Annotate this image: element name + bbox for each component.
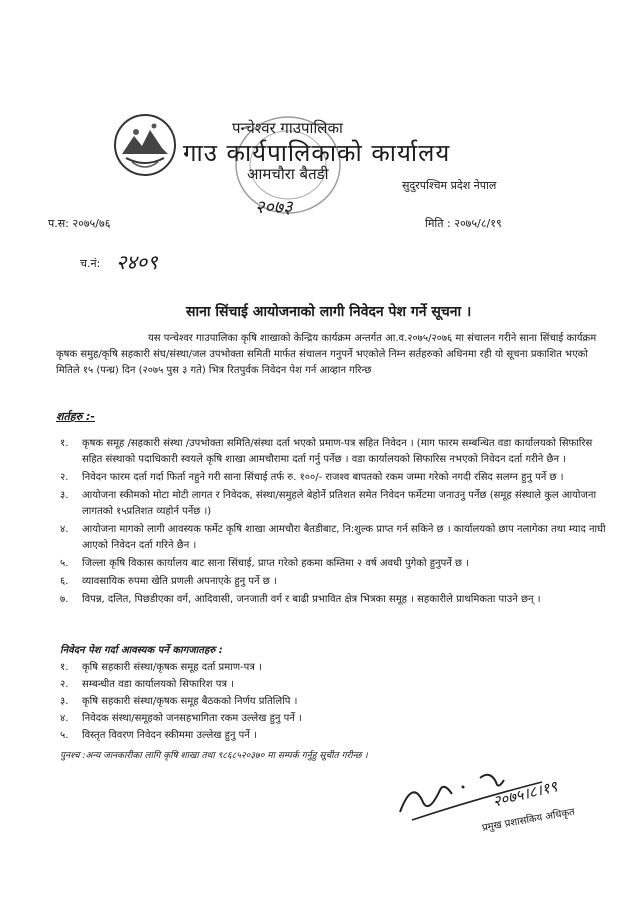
intro-text: यस पन्चेश्वर गाउपालिका कृषि शाखाको केन्द्रिय कार्यक्रम अन्तर्गत आ.व.२०७५/२०७६ मा संचालन गरीने साना सिंचाई कार्यक्रम कृषक समुह/कृषि सहकारी संघ/संस्था/जल उपभोक्ता समिती मार्फत संचालन गनुपर्ने भएकोले निम्न सर्तहरुको अधिनमा रही यो सूचना प्रकाशित भएको मितिले १५ (पन्ध्र) दिन (२०७५ पुस ३ गते) भित्र रितपुर्वक निवेदन पेश गर्न आव्हान गरिन्छ bbox=[56, 333, 597, 376]
office-name: गाउ कार्यपालिकाको कार्यालय bbox=[183, 139, 451, 167]
documents-heading: निवेदन पेश गर्दा आवस्यक पर्ने कागजातहरु : bbox=[60, 645, 223, 656]
doc-text: कृषि सहकारी संस्था/कृषक समूह बैठकको निर्णय प्रतिलिपि । bbox=[82, 696, 298, 707]
notice-title: साना सिंचाई आयोजनाको लागी निवेदन पेश गर्ने सूचना । bbox=[186, 304, 472, 320]
doc-number: १. bbox=[60, 662, 69, 673]
org-name: पन्चेश्वर गाउपालिका bbox=[232, 119, 343, 137]
doc-number: ३. bbox=[60, 696, 69, 707]
terms-list bbox=[60, 436, 612, 610]
term-number: ६. bbox=[60, 576, 69, 587]
term-text: निवेदन फारम दर्ता गर्दा फिर्ता नहुने गरी साना सिंचाई तर्फ रु. १००/- राजश्व बापतको रकम जम्मा गरेको नगदी रसिद सलग्न हुनु पर्ने छ । bbox=[82, 472, 564, 483]
list-item bbox=[60, 556, 612, 572]
office-address: आमचौरा बैतडी bbox=[247, 165, 329, 183]
doc-text: सम्बन्धीत वडा कार्यालयको सिफारिश पत्र । bbox=[82, 679, 234, 690]
list-item bbox=[60, 592, 612, 608]
signature-date: २०७५।८।१९ bbox=[490, 777, 560, 811]
list-item bbox=[60, 436, 612, 468]
doc-number: २. bbox=[60, 679, 69, 690]
list-item bbox=[60, 522, 612, 554]
list-item bbox=[60, 488, 612, 520]
term-text: आयोजना मागको लागी आवस्यक फर्मेट कृषि शाखा आमचौरा बैतडीबाट, नि:शुल्क प्राप्त गर्न सकिने छ । कार्यालयको छाप नलागेका तथा म्याद नाघी आएको निवेदन दर्ता गरिने छैन । bbox=[82, 524, 606, 551]
term-number: ४. bbox=[60, 524, 69, 535]
notice-date: मिति : २०७५/८/१९ bbox=[425, 217, 502, 230]
doc-text: कृषि सहकारी संस्था/कृषक समूह दर्ता प्रमाण-पत्र । bbox=[82, 662, 262, 673]
term-text: विपन्न, दलित, पिछडीएका वर्ग, आदिवासी, जनजाती वर्ग र बाढी प्रभावित क्षेत्र भित्रका समूह । सहकारीले प्राथमिकता पाउने छन् । bbox=[82, 594, 541, 605]
list-item bbox=[60, 728, 580, 744]
emblem-icon bbox=[112, 112, 178, 182]
officer-title: प्रमुख प्रशासकिय अधिकृत bbox=[481, 806, 576, 834]
term-number: १. bbox=[60, 438, 69, 449]
term-number: ७. bbox=[60, 594, 69, 605]
term-number: ५. bbox=[60, 558, 69, 569]
doc-text: निवेदक संस्था/समूहको जनसहभागिता रकम उल्लेख हुनु पर्ने । bbox=[82, 713, 302, 724]
doc-text: विस्तृत विवरण निवेदन स्कीममा उल्लेख हुनु पर्ने । bbox=[82, 730, 257, 741]
term-number: २. bbox=[60, 472, 69, 483]
term-text: कृषक समूह /सहकारी संस्था /उपभोक्ता समिति/संस्था दर्ता भएको प्रमाण-पत्र सहित निवेदन । (माग फारम सम्बन्धित वडा कार्यालयको सिफारिस सहित संस्थाको पदाधिकारी स्वयले कृषि शाखा आमचौरामा दर्ता गर्नु पर्नेछ । वडा कार्यालयको सिफारिस नभएको निवेदन दर्ता गरीने छैन । bbox=[82, 438, 593, 465]
dispatch-number: २४०९ bbox=[116, 250, 158, 274]
dispatch-label: च.नं: bbox=[80, 257, 101, 270]
doc-number: ४. bbox=[60, 713, 69, 724]
reference-number: प.स: २०७५/७६ bbox=[48, 217, 111, 230]
term-number: ३. bbox=[60, 490, 69, 501]
region-line: सुदुरपश्चिम प्रदेश नेपाल bbox=[402, 179, 497, 192]
term-text: जिल्ला कृषि विकास कार्यालय बाट साना सिंचाई, प्राप्त गरेको हकमा कम्तिमा २ वर्ष अवधी पुगेको हुनुपर्ने छ । bbox=[82, 558, 469, 569]
intro-paragraph bbox=[56, 331, 608, 379]
list-item bbox=[60, 470, 612, 486]
list-item bbox=[60, 711, 580, 727]
stamp-number: २०७३ bbox=[255, 197, 293, 218]
terms-heading: शर्तहरु :- bbox=[56, 410, 95, 423]
term-text: व्यावसायिक रुपमा खेति प्रणली अपनाएके हुनु पर्ने छ । bbox=[82, 576, 277, 587]
documents-list bbox=[60, 660, 580, 745]
list-item bbox=[60, 660, 580, 676]
list-item bbox=[60, 574, 612, 590]
list-item bbox=[60, 694, 580, 710]
term-text: आयोजना स्कीमको मोटा मोटी लागत र निवेदक, संस्था/समुहले बेहोर्ने प्रतिशत समेत निवेदन फर्मेटमा जनाउनु पर्नेछ (समूह संस्थाले कुल आयोजना लागतको १५प्रतिशत व्यहोर्न पर्नेछ ।) bbox=[82, 490, 597, 517]
postscript-note: पुनश्च :अन्य जानकारीका लागि कृषि शाखा तथा ९८६८५२०३७० मा सम्पर्क गर्नुहु सूचीत गरीन्छ । bbox=[60, 751, 368, 761]
doc-number: ५. bbox=[60, 730, 69, 741]
list-item bbox=[60, 677, 580, 693]
